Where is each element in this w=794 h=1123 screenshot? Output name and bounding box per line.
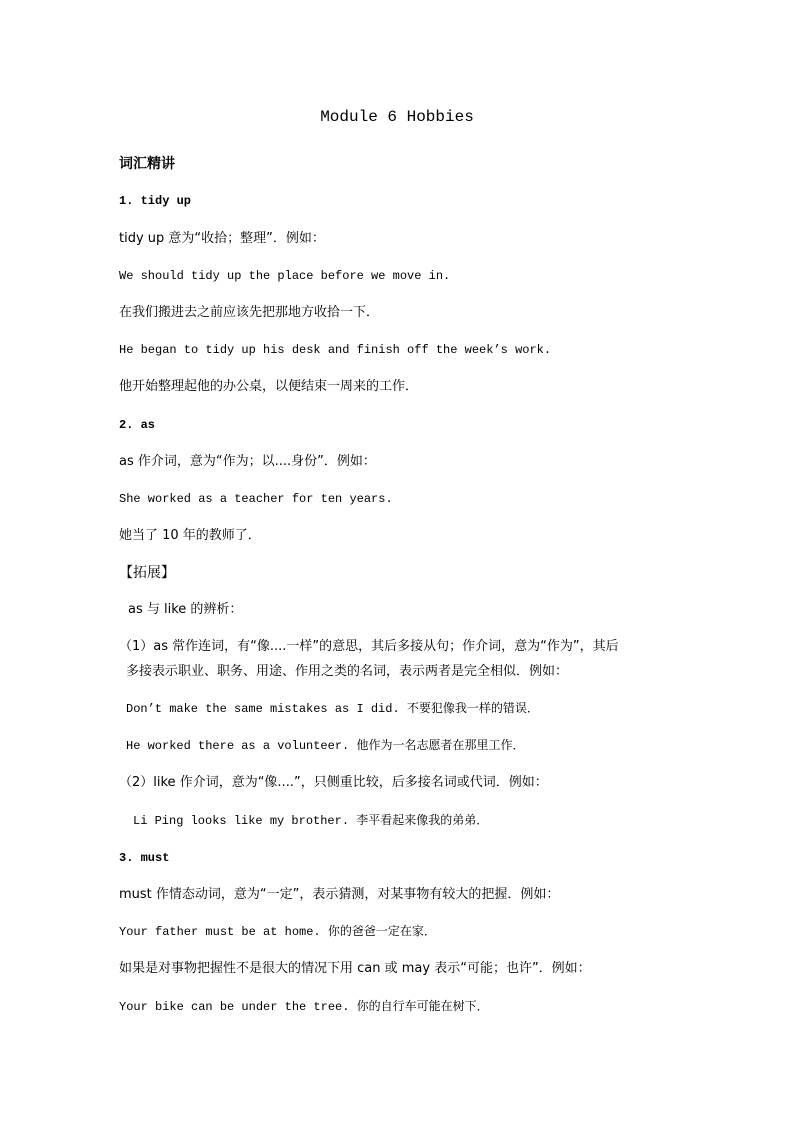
example-en: She worked as a teacher for ten years. bbox=[119, 492, 393, 506]
example-en: He began to tidy up his desk and finish off the week’s work. bbox=[119, 343, 552, 357]
item-heading-as: 2. as bbox=[119, 418, 156, 432]
document-title: Module 6 Hobbies bbox=[320, 108, 474, 126]
item-heading-tidy-up: 1. tidy up bbox=[119, 194, 192, 208]
example-cn: 在我们搬进去之前应该先把那地方收拾一下． bbox=[119, 305, 380, 320]
section-heading: 词汇精讲 bbox=[119, 156, 175, 172]
extension-example: Don’t make the same mistakes as I did. 不要犯像我一样的错误． bbox=[126, 702, 539, 716]
definition-as: as 作介词，意为“作为；以....身份”．例如： bbox=[119, 454, 376, 469]
example-cn: 他开始整理起他的办公桌，以便结束一周来的工作． bbox=[119, 379, 419, 394]
example: Your father must be at home. 你的爸爸一定在家． bbox=[119, 925, 436, 939]
extension-example: Li Ping looks like my brother. 李平看起来像我的弟弟． bbox=[133, 814, 489, 828]
extension-point-1-cont: 多接表示职业、职务、用途、作用之类的名词，表示两者是完全相似．例如： bbox=[126, 664, 569, 679]
example-cn: 她当了 10 年的教师了． bbox=[119, 528, 261, 543]
extension-heading: 【拓展】 bbox=[119, 565, 175, 581]
extension-example: He worked there as a volunteer. 他作为一名志愿者在那里工作． bbox=[126, 739, 525, 753]
example-en: We should tidy up the place before we move in. bbox=[119, 269, 451, 283]
extension-point-1: （1）as 常作连词，有“像....一样”的意思，其后多接从句；作介词，意为“作为”，其后 bbox=[119, 639, 619, 654]
extension-intro: as 与 like 的辨析： bbox=[128, 602, 243, 617]
item-heading-must: 3. must bbox=[119, 851, 170, 865]
extension-point-2: （2）like 作介词，意为“像....”，只侧重比较，后多接名词或代词．例如： bbox=[119, 775, 548, 790]
example: Your bike can be under the tree. 你的自行车可能在树下． bbox=[119, 1000, 489, 1014]
definition-tidy-up: tidy up 意为“收拾；整理”．例如： bbox=[119, 231, 325, 246]
definition-must: must 作情态动词，意为“一定”，表示猜测，对某事物有较大的把握．例如： bbox=[119, 887, 560, 902]
usage-note: 如果是对事物把握性不是很大的情况下用 can 或 may 表示“可能；也许”．例如： bbox=[119, 961, 591, 976]
